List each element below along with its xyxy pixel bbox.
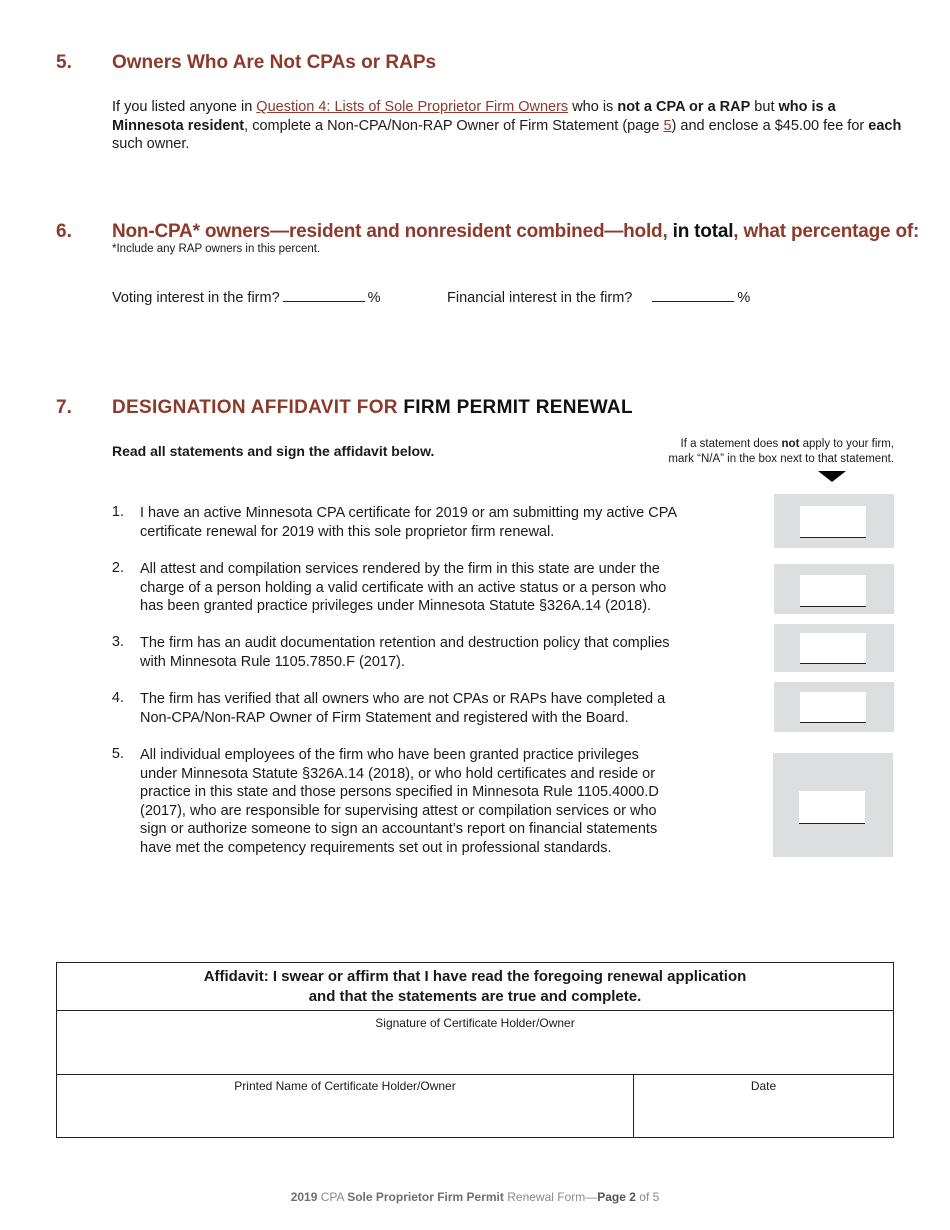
signature-label: Signature of Certificate Holder/Owner — [375, 1016, 575, 1030]
affidavit-table — [56, 962, 894, 1138]
section-6-title — [112, 221, 919, 243]
text-run: such owner. — [112, 136, 190, 152]
footer-text: CPA — [317, 1190, 348, 1204]
date-label: Date — [750, 1079, 777, 1093]
footer-page-number: Page 2 — [597, 1190, 636, 1204]
statement-line: The firm has verified that all owners who are not CPAs or RAPs have completed a — [140, 691, 666, 707]
statement-5-number: 5. — [111, 746, 124, 762]
statement-2-na-input[interactable] — [800, 575, 866, 607]
section-7-instruction: Read all statements and sign the affidavit below. — [112, 443, 435, 459]
statement-1-text — [140, 504, 677, 541]
statement-2-text — [140, 560, 666, 616]
statement-4-na-box — [774, 682, 894, 732]
arrow-down-icon — [818, 471, 846, 482]
statement-line: under Minnesota Statute §326A.14 (2018), or who hold certificates and reside or — [140, 765, 656, 782]
section-6-footnote: *Include any RAP owners in this percent. — [112, 243, 321, 255]
statement-3-na-box — [774, 624, 894, 672]
statement-2-number: 2. — [111, 560, 124, 576]
statement-line: All individual employees of the firm who have been granted practice privileges — [140, 747, 639, 763]
na-note-line1 — [600, 437, 894, 452]
financial-interest-row — [447, 287, 750, 308]
divider — [57, 1010, 893, 1011]
statement-5-text — [140, 746, 659, 857]
statement-line: practice in this state and those persons specified in Minnesota Rule 1105.4000.D — [140, 784, 659, 800]
title-run-dark: FIRM PERMIT RENEWAL — [403, 397, 633, 418]
bold-run: who is a Minnesota resident — [112, 99, 836, 134]
voting-interest-row — [112, 287, 381, 308]
page-5-link[interactable]: 5 — [663, 117, 672, 134]
footer-text: of 5 — [635, 1190, 660, 1204]
statement-line: have met the competency requirements set out in professional standards. — [140, 839, 612, 856]
section-7-number: 7. — [56, 397, 72, 418]
statement-5-na-input[interactable] — [799, 791, 865, 824]
footer-text: Renewal Form— — [503, 1190, 598, 1204]
statement-4-na-input[interactable] — [800, 692, 866, 723]
title-run: DESIGNATION AFFIDAVIT FOR — [112, 397, 404, 418]
statement-3-text — [140, 634, 670, 671]
na-note-line2: mark “N/A” in the box next to that statement. — [668, 453, 894, 465]
date-field[interactable] — [634, 1093, 893, 1136]
affidavit-statement — [57, 967, 893, 1007]
affidavit-line: and that the statements are true and complete. — [308, 988, 642, 1005]
voting-interest-input[interactable] — [283, 287, 365, 302]
bold-run: not — [781, 438, 800, 450]
statement-line: The firm has an audit documentation retention and destruction policy that complies — [140, 635, 670, 651]
statement-1-number: 1. — [111, 504, 124, 520]
statement-3-number: 3. — [111, 634, 124, 650]
title-run: Non-CPA* owners—resident and nonresident combined—hold, — [112, 221, 673, 242]
statement-4-text — [140, 690, 665, 727]
title-run: , what percentage of: — [733, 221, 920, 242]
section-6-number: 6. — [56, 221, 72, 242]
page-footer — [0, 1190, 950, 1204]
statement-2-na-box — [774, 564, 894, 614]
statement-line: (2017), who are responsible for supervising attest or compilation services or who — [140, 802, 657, 819]
statement-line: All attest and compilation services rendered by the firm in this state are under the — [140, 561, 660, 577]
bold-run: not a CPA or a RAP — [617, 99, 751, 115]
footer-year: 2019 — [290, 1190, 318, 1204]
percent-sign: % — [367, 290, 381, 306]
percent-sign: % — [737, 290, 751, 306]
statement-line: sign or authorize someone to sign an accountant’s report on financial statements — [140, 821, 658, 837]
title-run-dark: in total — [672, 221, 734, 242]
section-5-title: Owners Who Are Not CPAs or RAPs — [112, 52, 437, 73]
statement-5-na-box — [773, 753, 893, 857]
text-run: ) and enclose a $45.00 fee for — [671, 117, 869, 134]
printed-name-field[interactable] — [57, 1093, 633, 1136]
statement-line: charge of a person holding a valid certificate with an active status or a person who — [140, 579, 667, 596]
text-run: If you listed anyone in — [112, 99, 257, 115]
statement-line: Non-CPA/Non-RAP Owner of Firm Statement and registered with the Board. — [140, 709, 629, 726]
footer-form-name: Sole Proprietor Firm Permit — [347, 1190, 504, 1204]
divider — [57, 1074, 893, 1075]
text-run: If a statement does — [680, 438, 782, 450]
na-note — [600, 437, 894, 467]
financial-interest-input[interactable] — [652, 287, 734, 302]
statement-line: I have an active Minnesota CPA certificate for 2019 or am submitting my active CPA — [140, 505, 678, 521]
statement-1-na-box — [774, 494, 894, 548]
text-run: who is — [568, 99, 618, 115]
question-4-link[interactable]: Question 4: Lists of Sole Proprietor Firm Owners — [256, 99, 569, 115]
section-5-paragraph — [112, 98, 902, 154]
statement-3-na-input[interactable] — [800, 633, 866, 664]
statement-line: has been granted practice privileges under Minnesota Statute §326A.14 (2018). — [140, 598, 652, 614]
text-run: , complete a Non-CPA/Non-RAP Owner of Firm Statement (page — [244, 117, 664, 134]
statement-4-number: 4. — [111, 690, 124, 706]
bold-run: each — [868, 117, 902, 134]
text-run: apply to your firm, — [799, 438, 894, 450]
statement-line: with Minnesota Rule 1105.7850.F (2017). — [140, 653, 405, 670]
printed-name-label: Printed Name of Certificate Holder/Owner — [234, 1079, 456, 1093]
financial-interest-label: Financial interest in the firm? — [447, 290, 633, 306]
text-run: but — [750, 99, 779, 115]
statement-1-na-input[interactable] — [800, 506, 866, 538]
section-5-number: 5. — [56, 52, 72, 73]
statement-line: certificate renewal for 2019 with this sole proprietor firm renewal. — [140, 523, 555, 540]
section-7-title — [112, 397, 633, 419]
signature-field[interactable] — [57, 1029, 893, 1074]
voting-interest-label: Voting interest in the firm? — [112, 290, 280, 306]
affidavit-line: Affidavit: I swear or affirm that I have read the foregoing renewal application — [203, 968, 747, 985]
